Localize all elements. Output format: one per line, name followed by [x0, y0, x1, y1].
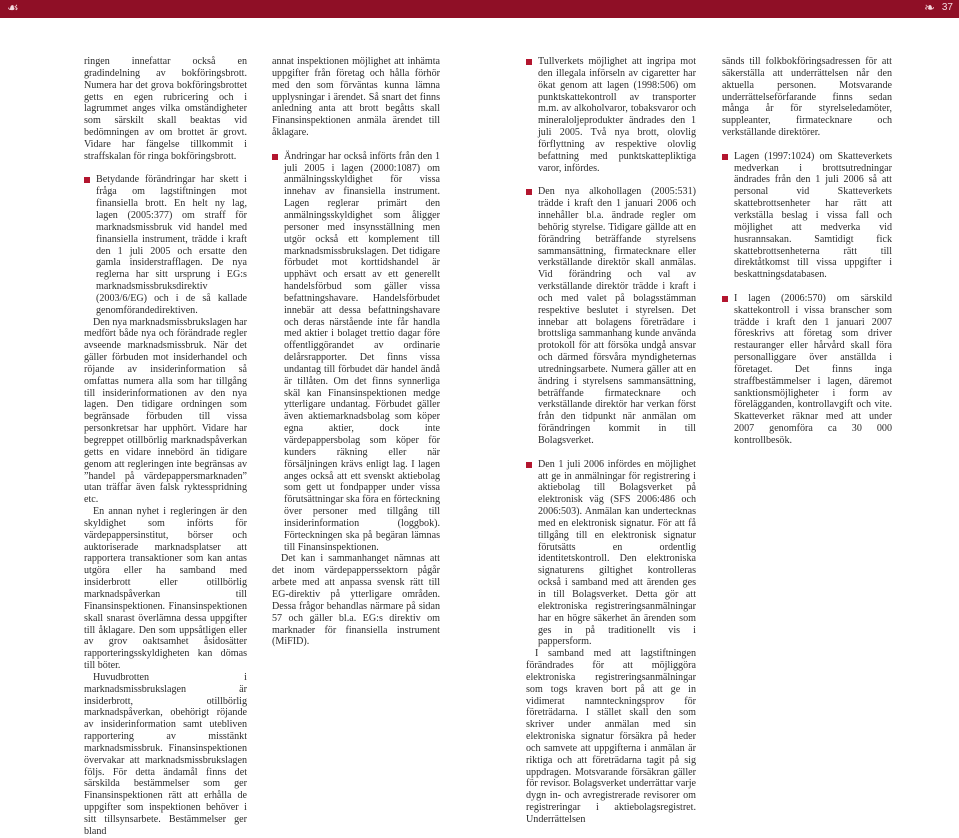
body-paragraph: sänds till folkbokföringsadressen för att säkerställa att underrättelsen når den aktuella personen. Motsvarande underrättelseförfarande finns sedan många år för styrelseledamöter, suppleanter, firmatecknare och verkställande direktörer. [722, 56, 892, 139]
bullet-text: Tullverkets möjlighet att ingripa mot den illegala införseln av cigaretter har ökat genom att lagen (1998:506) om punktskattekontroll av transporter m.m. av alkoholvaror, tobaksvaror och mineraloljeprodukter ändrades den 1 juli 2005. Två nya brott, olovlig förflyttning av respektive olovlig befattning med punktskattepliktiga varor, infördes. [538, 56, 696, 174]
bullet-paragraph [526, 56, 696, 174]
bullet-square-icon [526, 59, 532, 65]
bullet-square-icon [84, 177, 90, 183]
bullet-text: Den 1 juli 2006 infördes en möjlighet att ge in anmälningar för registrering i aktiebolag till Bolagsverket på elektronisk väg (SFS 2006:486 och 2006:503). Anmälan kan undertecknas med en elektronisk signatur. För att få tillgång till en elektronisk signatur förutsätts en ordentlig identitetskontroll. Den elektroniska signaturens giltighet kontrolleras också i samband med att ärenden ges in till Bolagsverket. Detta gör att elektroniska registreringsanmälningar har en högre säkerhet än ärenden som ges in på traditionellt vis i pappersform. [538, 458, 696, 648]
ornament-right-icon: ❧ [924, 1, 935, 16]
body-paragraph: Huvudbrotten i marknadsmissbrukslagen är insiderbrott, otillbörlig marknadspåverkan, obehörigt röjande av insiderinformation samt utebliven rapportering av misstänkt marknadsmissbruk. Finansinspektionen övervakar att marknadsmissbrukslagen följs. För detta ändamål finns det särskilda bestämmelser som ger Finansinspektionen rätt att erhålla de uppgifter som inspektionen behöver i sitt tillsynsarbete. Bestämmelser ger bland [84, 671, 247, 837]
column-1 [84, 56, 247, 838]
page-number: 37 [941, 2, 953, 13]
bullet-square-icon [722, 154, 728, 160]
body-paragraph: ringen innefattar också en gradindelning av bokföringsbrott. Numera har det grova bokföringsbrottet getts en egen rubricering och i lagrummet anges vilka omständigheter som särskilt skall beaktas vid bedömningen av om brottet är grovt. Vidare har fängelse tillkommit i straffskalan för ringa bokföringsbrott. [84, 56, 247, 162]
bullet-paragraph [722, 151, 892, 281]
bullet-text: Betydande förändringar har skett i fråga om lagstiftningen mot finansiella brott. En helt ny lag, lagen (2005:377) om straff för marknadsmissbruk vid handel med finansiella instrument, trädde i kraft den 1 juli 2005 och ersatte den gamla insiderstrafflagen. De nya reglerna har sitt ursprung i EG:s marknadsmissbruksdirektiv (2003/6/EG) och i de så kallade genomförandedirektiven. [96, 174, 247, 316]
body-paragraph: Det kan i sammanhanget nämnas att det inom värdepapperssektorn pågår arbete med att anpassa svensk rätt till EG-direktiv på ytterligare områden. Dessa frågor behandlas närmare på sidan 57 och gäller bl.a. EG:s direktiv om marknader för finansiella instrument (MiFID). [272, 553, 440, 648]
column-4 [722, 56, 892, 447]
bullet-square-icon [722, 296, 728, 302]
bullet-paragraph [722, 293, 892, 447]
body-paragraph: I samband med att lagstiftningen förändrades för att möjliggöra elektroniska registreringsanmälningar som togs kraven bort på att ge in vidimerat namnteckningsprov för företrädarna. I stället skall den som skriver under anmälan med sin elektroniska signatur försäkra på heder och samvete att uppgifterna i anmälan är riktiga och att företrädarna tagit på sig uppdragen. Motsvarande försäkran gäller för revisor. Bolagsverket underrättar varje dygn in- och avregistrerade revisorer om registreringar i aktiebolagsregistret. Underrättelsen [526, 648, 696, 825]
body-paragraph: annat inspektionen möjlighet att inhämta uppgifter från företag och hålla förhör med den som förväntas kunna lämna upplysningar i ärendet. Så snart det finns anledning anta att brott begåtts skall Finansinspektionen anmäla ärendet till åklagare. [272, 56, 440, 139]
bullet-text: Ändringar har också införts från den 1 juli 2005 i lagen (2000:1087) om anmälningsskyldighet för vissa innehav av finansiella instrument. Lagen reglerar primärt den anmälningsskyldighet som åligger personer med insynsställning men utgör också ett komplement till marknadsmissbrukslagen. Det tidigare förbudet mot korttidshandel är upphävt och ersatt av ett generellt handelsförbud som gäller vissa befattningshavare. Handelsförbudet innebär att dessa befattningshavare och deras närstående inte får handla med aktier i bolaget trettio dagar före offentliggörandet av ordinarie delårsrapporter. Det finns vissa undantag till förbudet där handel ändå är tillåten. Om det finns synnerliga skäl kan Finansinspektionen medge ytterligare undantag. Förbudet gäller även aktiemarknadsbolag som köper egna aktier, dock inte värdepappersbolag som köper för kunders räkning eller när försäljningen krävs enligt lag. I lagen anges också att ett svenskt aktiebolag som gett ut fondpapper under vissa förutsättningar ska föra en förteckning över personer med tillgång till insiderinformation (loggbok). Förteckningen ska på begäran lämnas till Finansinspektionen. [284, 150, 440, 553]
body-paragraph: En annan nyhet i regleringen är den skyldighet som införts för värdepappersinstitut, börser och auktoriserade marknadsplatser att rapportera transaktioner som kan antas utgöra eller ha samband med insiderbrott eller otillbörlig marknadspåverkan till Finansinspektionen. Finansinspektionen skall snarast överlämna dessa uppgifter till åklagare. Den som uppsåtligen eller av grov oaktsamhet åsidosätter rapporteringsskyldigheten kan dömas till böter. [84, 506, 247, 672]
bullet-paragraph [526, 186, 696, 447]
body-paragraph: Den nya marknadsmissbrukslagen har medfört både nya och förändrade regler avseende marknadsmissbruk. När det gäller förbuden mot insiderhandel och röjande av insiderinformation så omfattas numera alla som har tillgång till insiderinformationen av den nya lagen. Den tidigare ordningen som begränsade förbuden till vissa personkretsar har upphört. Vidare har begreppet otillbörlig marknadspåverkan getts en vidare innebörd än tidigare genom att regleringen inte begränsas av ”handel på värdepappersmarknaden” utan träffar även falsk ryktesspridning etc. [84, 316, 247, 506]
ornament-left-icon: ☙ [7, 1, 19, 16]
bullet-text: Den nya alkohollagen (2005:531) trädde i kraft den 1 januari 2006 och innehåller bl.a. ändrade regler om behörig styrelse. Tidigare gällde att en förändring beträffande styrelsens sammansättning, firmatecknare eller verkställande direktör skall anmälas. Vid förändring och val av verkställande direktör trädde i kraft i och med valet på bolagsstämman respektive beslutet i styrelsen. Det innebar att bolagens företrädare i brottsliga sammanhang kunde använda protokoll för att försöka undgå ansvar och därmed försvåra myndigheternas utredningsarbete. Numera gäller att en ändring i styrelsens sammansättning, beträffande firmatecknare och verkställande direktör har verkan först från den tidpunkt när anmälan om förändringen kommit in till Bolagsverket. [538, 186, 696, 446]
bullet-text: Lagen (1997:1024) om Skatteverkets medverkan i brottsutredningar ändrades från den 1 juli 2006 så att personal vid Skatteverkets skattebrottsenheter har rätt att verkställa beslag i vissa fall och möjlighet att medverka vid husrannsakan. Samtidigt fick skattebrottsenheterna rätt till direktåtkomst till vissa uppgifter i beskattningsdatabasen. [734, 150, 892, 281]
bullet-text: I lagen (2006:570) om särskild skattekontroll i vissa branscher som trädde i kraft den 1 januari 2007 föreskrivs att företag som driver restauranger eller hårvård skall föra personalliggare över anställda i företaget. Det finns inga straffbestämmelser i lagen, däremot sanktionsmöjligheter i form av förelägganden, kontrollavgift och vite. Skatteverket räknar med att under 2007 genomföra ca 30 000 kontrollbesök. [734, 292, 892, 446]
bullet-square-icon [526, 189, 532, 195]
bullet-paragraph [526, 459, 696, 649]
column-3 [526, 56, 696, 826]
column-2 [272, 56, 440, 648]
header-bar [0, 0, 959, 18]
bullet-square-icon [272, 154, 278, 160]
bullet-paragraph [84, 174, 247, 316]
bullet-square-icon [526, 462, 532, 468]
bullet-paragraph [272, 151, 440, 554]
